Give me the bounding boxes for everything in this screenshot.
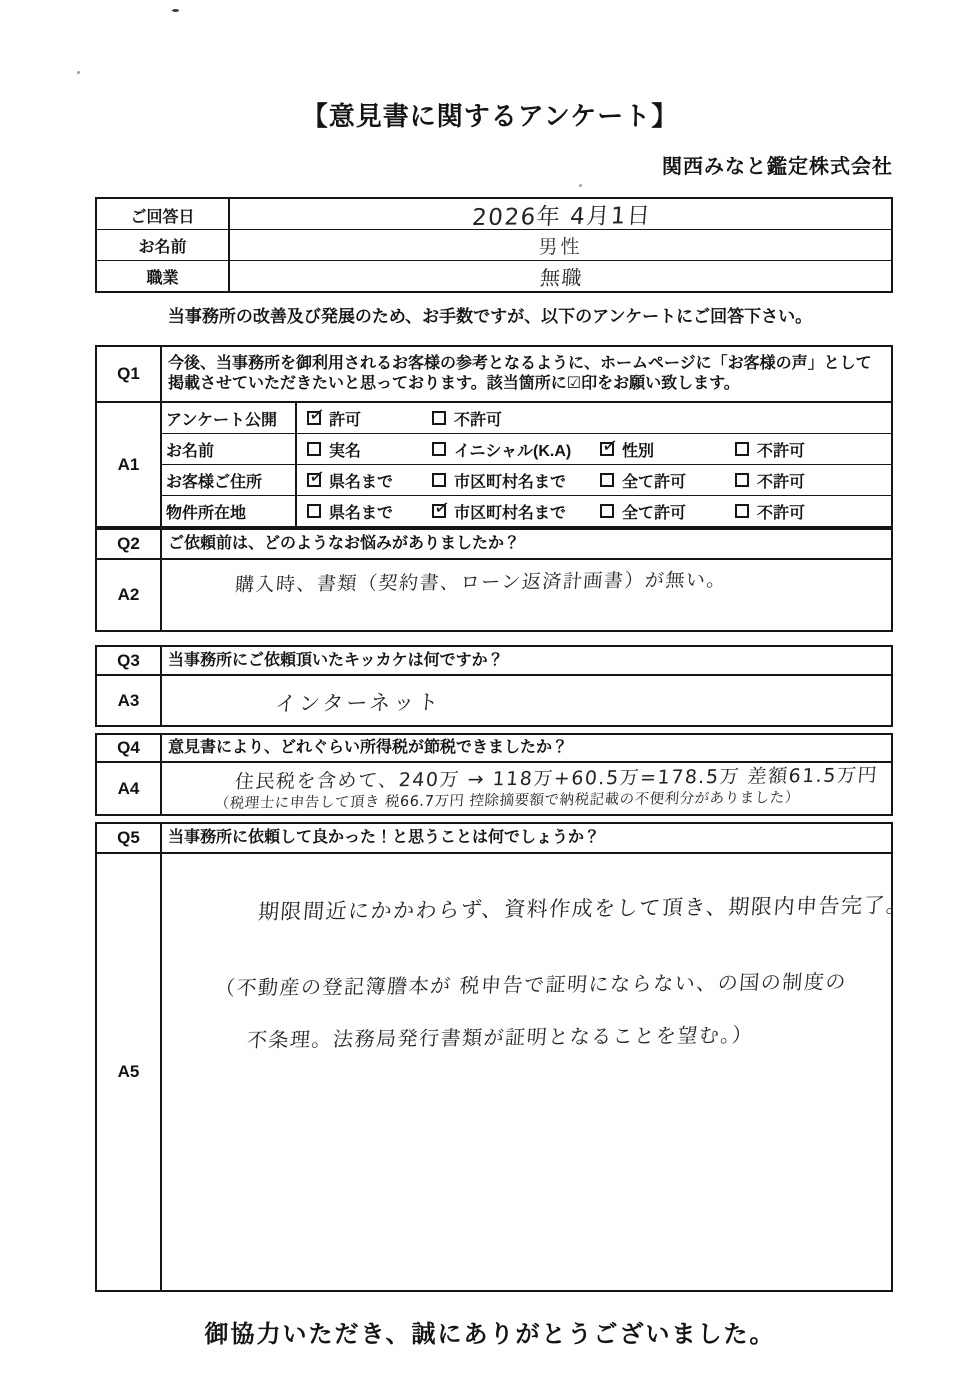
checkbox-prop-all-permit (600, 504, 614, 518)
respondent-date-label: ご回答日 (97, 199, 230, 232)
option-no-permit: 不許可 (432, 407, 502, 430)
checkbox-prop-no-permit (735, 504, 749, 518)
intro-text: 当事務所の改善及び発展のため、お手数ですが、以下のアンケートにご回答下さい。 (167, 307, 813, 326)
checkmark-icon: ✓ (600, 433, 620, 459)
a1-row-property (162, 495, 891, 526)
a1-row-property-label: 物件所在地 (162, 496, 297, 526)
company-name: 関西みなと鑑定株式会社 (662, 156, 893, 178)
q2-block (95, 528, 893, 632)
respondent-row-name (97, 229, 891, 260)
checkbox-real-name (307, 442, 321, 456)
option-city-only: 市区町村名まで (432, 469, 600, 492)
checkbox-all-permit (600, 473, 614, 487)
checkbox-initial (432, 442, 446, 456)
a2-answer (162, 558, 891, 630)
a5-answer (162, 852, 910, 1290)
checkmark-icon: ✓ (307, 464, 327, 490)
respondent-occupation-value: 無職 (539, 265, 584, 290)
checkbox-permit (307, 402, 327, 428)
option-prop-no-permit: 不許可 (735, 500, 805, 523)
checkmark-icon: ✓ (307, 402, 327, 428)
q4-id: Q4 (97, 735, 162, 761)
option-prop-all-permit: 全て許可 (600, 500, 735, 523)
q4-block (95, 733, 893, 816)
a5-answer-line: （不動産の登記簿謄本が 税申告で証明にならない、の国の制度の (214, 969, 848, 1001)
checkbox-no-permit (432, 411, 446, 425)
a4-answer-line: 住民税を含めて、240万 → 118万+60.5万=178.5万 差額61.5万円 (234, 764, 879, 794)
a1-row-address (162, 464, 891, 495)
q2-id: Q2 (97, 530, 162, 558)
option-initial: イニシャル(K.A) (432, 438, 600, 461)
q5-id: Q5 (97, 824, 162, 852)
respondent-row-occupation (97, 260, 891, 291)
a2-id: A2 (97, 558, 162, 630)
respondent-name-value: 男性 (538, 235, 583, 258)
checkbox-name-no-permit (735, 442, 749, 456)
a4-answer-line: （税理士に申告して頂き 税66.7万円 控除摘要額で納税記載の不便利分がありました） (214, 789, 801, 813)
a4-answer (162, 761, 891, 814)
q5-question: 当事務所に依頼して良かった！と思うことは何でしょうか？ (168, 829, 601, 846)
a5-answer-line: 期限間近にかかわらず、資料作成をして頂き、期限内申告完了。 (257, 893, 910, 925)
q3-question: 当事務所にご依頼頂いたキッカケは何ですか？ (168, 651, 504, 669)
q3-block (95, 645, 893, 727)
option-all-permit: 全て許可 (600, 469, 735, 492)
a3-id: A3 (97, 674, 162, 725)
q3-id: Q3 (97, 647, 162, 674)
q4-question: 意見書により、どれぐらい所得税が節税できましたか？ (168, 739, 569, 756)
a2-answer-line: 購入時、書類（契約書、ローン返済計画書）が無い。 (234, 568, 728, 597)
closing-text: 御協力いただき、誠にありがとうございました。 (204, 1321, 776, 1348)
checkmark-icon: ✓ (432, 495, 452, 521)
scan-speck (77, 71, 80, 74)
a1-row-name-label: お名前 (162, 434, 297, 464)
respondent-name-label: お名前 (97, 230, 230, 260)
respondent-table (95, 197, 893, 293)
option-pref-only: ✓ 県名まで (307, 464, 394, 491)
option-gender: ✓ 性別 (600, 433, 655, 460)
checkbox-address-no-permit (735, 473, 749, 487)
option-permit: ✓ 許可 (307, 402, 362, 429)
q1-block (95, 345, 893, 528)
checkbox-prop-city-only (432, 495, 452, 521)
a1-id: A1 (97, 401, 162, 526)
option-prop-city-only: ✓ 市区町村名まで (432, 495, 567, 522)
a5-answer-line: 不条理。法務局発行書類が証明となることを望む。） (246, 1022, 755, 1052)
q1-question: 今後、当事務所を御利用されるお客様の参考となるように、ホームページに「お客様の声」として掲載させていただきたいと思っております。該当箇所に☑印をお願い致します。 (168, 355, 872, 392)
a5-id: A5 (97, 852, 162, 1290)
checkbox-pref-only (307, 464, 327, 490)
q1-id: Q1 (97, 347, 162, 401)
option-real-name: 実名 (307, 438, 432, 461)
a1-row-name (162, 433, 891, 464)
checkbox-prop-pref-only (307, 504, 321, 518)
a3-answer-line: インターネット (274, 690, 443, 717)
checkbox-city-only (432, 473, 446, 487)
option-address-no-permit: 不許可 (735, 469, 805, 492)
a1-option-rows (162, 401, 891, 526)
q2-question: ご依頼前は、どのようなお悩みがありましたか？ (168, 535, 521, 552)
a3-answer (162, 674, 891, 725)
scan-speck (172, 9, 179, 12)
page-title: 【意見書に関するアンケート】 (301, 101, 679, 131)
scan-speck (579, 184, 582, 187)
checkbox-gender (600, 433, 620, 459)
a1-row-publish-label: アンケート公開 (162, 403, 297, 433)
q5-block (95, 822, 910, 1292)
option-name-no-permit: 不許可 (735, 438, 805, 461)
respondent-occupation-label: 職業 (97, 261, 230, 291)
a4-id: A4 (97, 761, 162, 814)
respondent-date-value: 2026年 4月1日 (471, 203, 653, 232)
option-prop-pref-only: 県名まで (307, 500, 432, 523)
a1-row-address-label: お客様ご住所 (162, 465, 297, 495)
a1-row-publish (162, 403, 891, 433)
respondent-row-date (97, 199, 891, 232)
